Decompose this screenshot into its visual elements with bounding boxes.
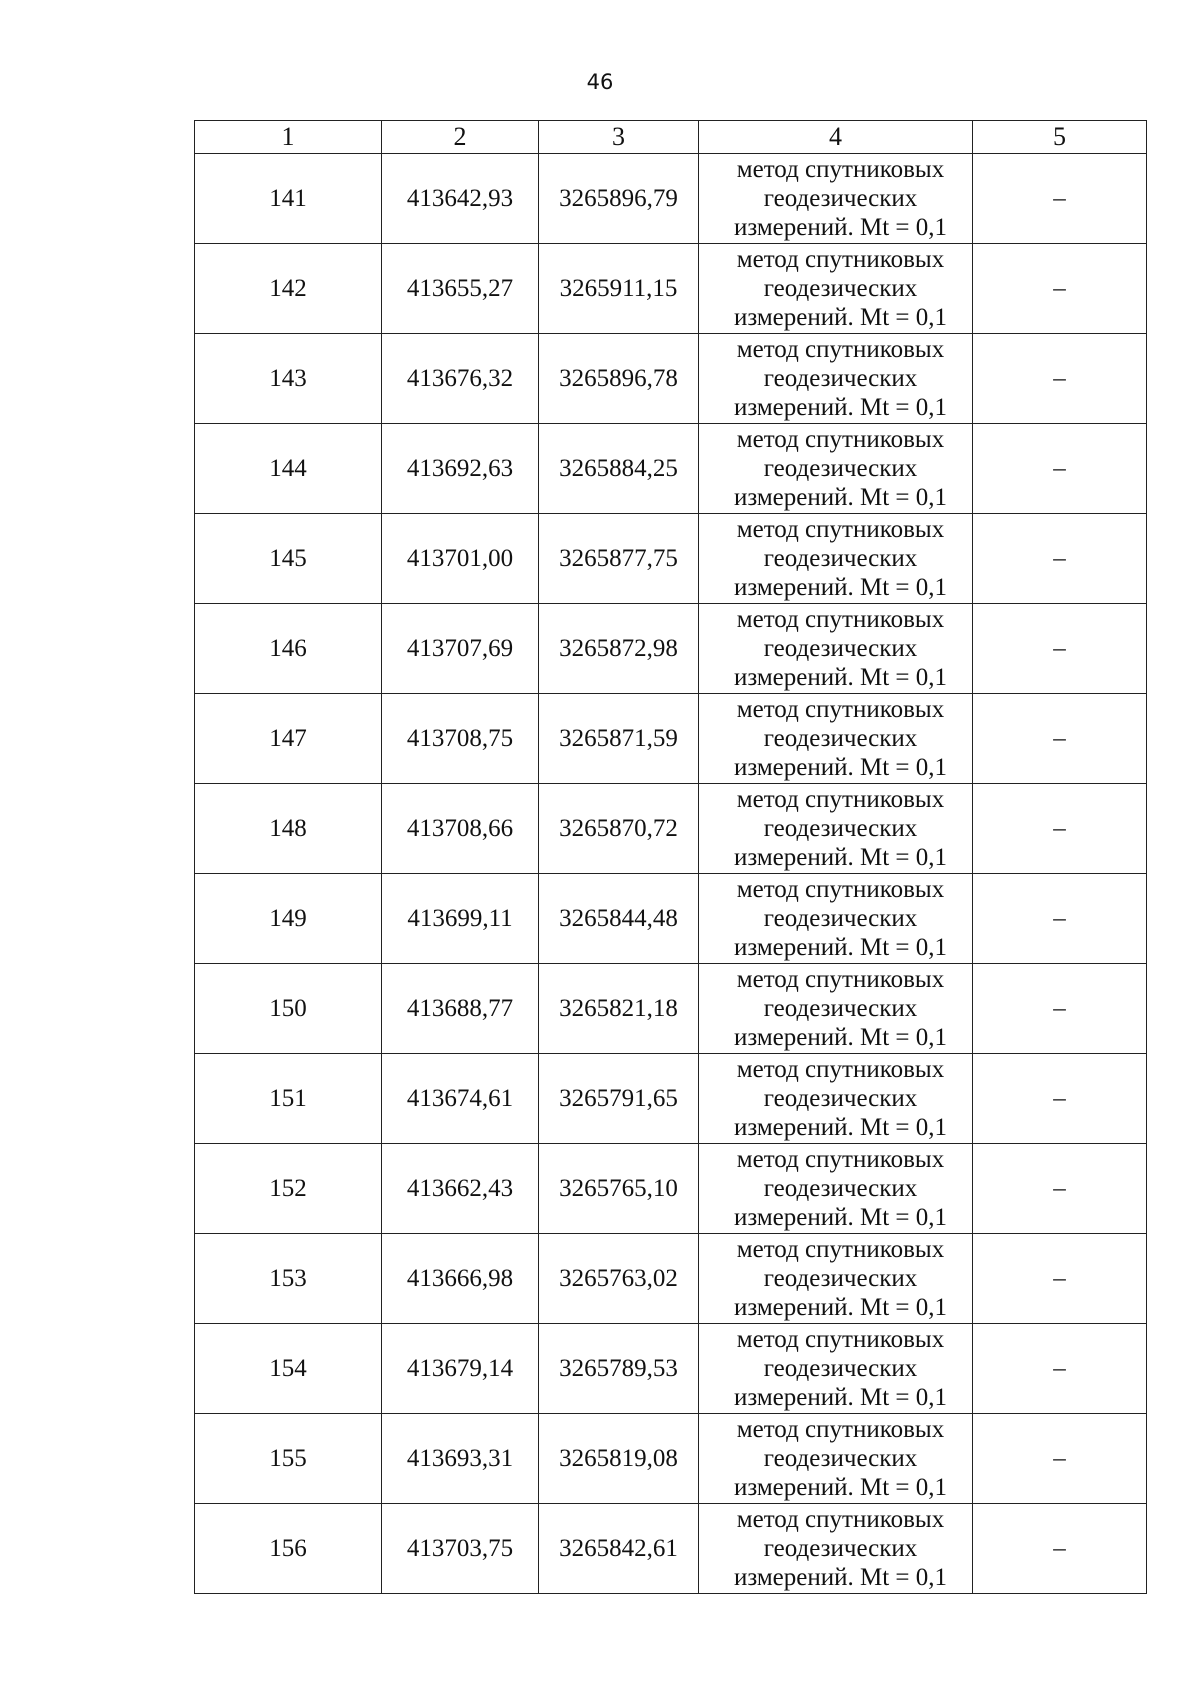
note-cell: – — [973, 784, 1147, 874]
method-line: измерений. Mt = 0,1 — [733, 1564, 948, 1591]
method-line: метод спутниковых — [736, 156, 945, 183]
point-number-cell: 149 — [195, 874, 382, 964]
x-coordinate-cell: 413707,69 — [382, 604, 539, 694]
method-cell — [699, 1144, 973, 1234]
method-cell — [699, 424, 973, 514]
method-line: измерений. Mt = 0,1 — [733, 664, 948, 691]
point-number-cell: 153 — [195, 1234, 382, 1324]
y-coordinate-cell: 3265844,48 — [539, 874, 699, 964]
method-cell — [699, 964, 973, 1054]
y-coordinate-cell: 3265870,72 — [539, 784, 699, 874]
y-coordinate-cell: 3265791,65 — [539, 1054, 699, 1144]
method-line: измерений. Mt = 0,1 — [733, 1204, 948, 1231]
table-row — [195, 1324, 1147, 1414]
method-cell — [699, 784, 973, 874]
note-cell: – — [973, 964, 1147, 1054]
method-line: измерений. Mt = 0,1 — [733, 214, 948, 241]
method-line: метод спутниковых — [736, 516, 945, 543]
table-row — [195, 964, 1147, 1054]
note-cell: – — [973, 154, 1147, 244]
y-coordinate-cell: 3265884,25 — [539, 424, 699, 514]
method-line: метод спутниковых — [736, 1146, 945, 1173]
method-cell — [699, 604, 973, 694]
x-coordinate-cell: 413674,61 — [382, 1054, 539, 1144]
method-line: измерений. Mt = 0,1 — [733, 754, 948, 781]
note-cell: – — [973, 1234, 1147, 1324]
method-line: геодезических — [763, 905, 918, 932]
table-header-row — [195, 121, 1147, 154]
method-line: измерений. Mt = 0,1 — [733, 1384, 948, 1411]
note-cell: – — [973, 1144, 1147, 1234]
method-line: метод спутниковых — [736, 786, 945, 813]
method-cell — [699, 694, 973, 784]
note-cell: – — [973, 514, 1147, 604]
note-cell: – — [973, 334, 1147, 424]
y-coordinate-cell: 3265819,08 — [539, 1414, 699, 1504]
point-number-cell: 156 — [195, 1504, 382, 1594]
x-coordinate-cell: 413655,27 — [382, 244, 539, 334]
point-number-cell: 154 — [195, 1324, 382, 1414]
point-number-cell: 150 — [195, 964, 382, 1054]
table-row — [195, 1054, 1147, 1144]
y-coordinate-cell: 3265765,10 — [539, 1144, 699, 1234]
method-line: метод спутниковых — [736, 336, 945, 363]
method-cell — [699, 1234, 973, 1324]
coordinates-table — [194, 120, 1147, 1594]
method-line: метод спутниковых — [736, 1506, 945, 1533]
note-cell: – — [973, 424, 1147, 514]
table-row — [195, 874, 1147, 964]
x-coordinate-cell: 413708,75 — [382, 694, 539, 784]
method-line: метод спутниковых — [736, 1236, 945, 1263]
table-row — [195, 694, 1147, 784]
method-line: измерений. Mt = 0,1 — [733, 1474, 948, 1501]
y-coordinate-cell: 3265763,02 — [539, 1234, 699, 1324]
note-cell: – — [973, 1054, 1147, 1144]
x-coordinate-cell: 413701,00 — [382, 514, 539, 604]
method-cell — [699, 334, 973, 424]
method-line: геодезических — [763, 545, 918, 572]
table-row — [195, 784, 1147, 874]
method-line: метод спутниковых — [736, 876, 945, 903]
method-cell — [699, 244, 973, 334]
method-line: геодезических — [763, 275, 918, 302]
note-cell: – — [973, 244, 1147, 334]
method-line: измерений. Mt = 0,1 — [733, 1024, 948, 1051]
point-number-cell: 144 — [195, 424, 382, 514]
y-coordinate-cell: 3265911,15 — [539, 244, 699, 334]
table-row — [195, 244, 1147, 334]
method-line: измерений. Mt = 0,1 — [733, 844, 948, 871]
y-coordinate-cell: 3265877,75 — [539, 514, 699, 604]
note-cell: – — [973, 1504, 1147, 1594]
header-col-2: 2 — [382, 121, 539, 154]
method-line: геодезических — [763, 185, 918, 212]
method-line: геодезических — [763, 995, 918, 1022]
point-number-cell: 143 — [195, 334, 382, 424]
table-body — [195, 154, 1147, 1594]
y-coordinate-cell: 3265896,78 — [539, 334, 699, 424]
x-coordinate-cell: 413692,63 — [382, 424, 539, 514]
method-cell — [699, 1324, 973, 1414]
method-line: геодезических — [763, 1355, 918, 1382]
method-line: метод спутниковых — [736, 1416, 945, 1443]
point-number-cell: 147 — [195, 694, 382, 784]
table-row — [195, 1234, 1147, 1324]
note-cell: – — [973, 1414, 1147, 1504]
point-number-cell: 148 — [195, 784, 382, 874]
x-coordinate-cell: 413693,31 — [382, 1414, 539, 1504]
x-coordinate-cell: 413642,93 — [382, 154, 539, 244]
method-line: геодезических — [763, 365, 918, 392]
table-row — [195, 604, 1147, 694]
method-cell — [699, 1054, 973, 1144]
x-coordinate-cell: 413699,11 — [382, 874, 539, 964]
x-coordinate-cell: 413688,77 — [382, 964, 539, 1054]
method-line: геодезических — [763, 1175, 918, 1202]
y-coordinate-cell: 3265872,98 — [539, 604, 699, 694]
table-row — [195, 1504, 1147, 1594]
method-line: измерений. Mt = 0,1 — [733, 394, 948, 421]
note-cell: – — [973, 1324, 1147, 1414]
method-cell — [699, 1504, 973, 1594]
point-number-cell: 145 — [195, 514, 382, 604]
x-coordinate-cell: 413666,98 — [382, 1234, 539, 1324]
header-col-1: 1 — [195, 121, 382, 154]
y-coordinate-cell: 3265842,61 — [539, 1504, 699, 1594]
point-number-cell: 141 — [195, 154, 382, 244]
table-row — [195, 1144, 1147, 1234]
method-line: измерений. Mt = 0,1 — [733, 1114, 948, 1141]
x-coordinate-cell: 413676,32 — [382, 334, 539, 424]
method-cell — [699, 154, 973, 244]
method-line: метод спутниковых — [736, 1326, 945, 1353]
page-number: 46 — [586, 70, 614, 94]
y-coordinate-cell: 3265896,79 — [539, 154, 699, 244]
method-line: геодезических — [763, 1445, 918, 1472]
method-line: измерений. Mt = 0,1 — [733, 934, 948, 961]
method-line: геодезических — [763, 1535, 918, 1562]
header-col-3: 3 — [539, 121, 699, 154]
method-line: геодезических — [763, 725, 918, 752]
x-coordinate-cell: 413662,43 — [382, 1144, 539, 1234]
method-line: измерений. Mt = 0,1 — [733, 1294, 948, 1321]
method-line: метод спутниковых — [736, 246, 945, 273]
method-line: метод спутниковых — [736, 426, 945, 453]
method-line: измерений. Mt = 0,1 — [733, 304, 948, 331]
method-cell — [699, 1414, 973, 1504]
x-coordinate-cell: 413679,14 — [382, 1324, 539, 1414]
table-row — [195, 424, 1147, 514]
header-col-5: 5 — [973, 121, 1147, 154]
x-coordinate-cell: 413703,75 — [382, 1504, 539, 1594]
point-number-cell: 146 — [195, 604, 382, 694]
method-cell — [699, 514, 973, 604]
y-coordinate-cell: 3265789,53 — [539, 1324, 699, 1414]
method-line: геодезических — [763, 1265, 918, 1292]
method-line: метод спутниковых — [736, 606, 945, 633]
method-line: геодезических — [763, 455, 918, 482]
method-line: измерений. Mt = 0,1 — [733, 574, 948, 601]
table-row — [195, 334, 1147, 424]
note-cell: – — [973, 874, 1147, 964]
y-coordinate-cell: 3265821,18 — [539, 964, 699, 1054]
point-number-cell: 152 — [195, 1144, 382, 1234]
y-coordinate-cell: 3265871,59 — [539, 694, 699, 784]
method-line: метод спутниковых — [736, 696, 945, 723]
table-row — [195, 514, 1147, 604]
method-line: метод спутниковых — [736, 1056, 945, 1083]
method-cell — [699, 874, 973, 964]
header-col-4: 4 — [699, 121, 973, 154]
method-line: геодезических — [763, 635, 918, 662]
point-number-cell: 155 — [195, 1414, 382, 1504]
note-cell: – — [973, 604, 1147, 694]
table-row — [195, 1414, 1147, 1504]
method-line: геодезических — [763, 815, 918, 842]
x-coordinate-cell: 413708,66 — [382, 784, 539, 874]
note-cell: – — [973, 694, 1147, 784]
table-row — [195, 154, 1147, 244]
point-number-cell: 151 — [195, 1054, 382, 1144]
method-line: метод спутниковых — [736, 966, 945, 993]
point-number-cell: 142 — [195, 244, 382, 334]
method-line: измерений. Mt = 0,1 — [733, 484, 948, 511]
method-line: геодезических — [763, 1085, 918, 1112]
